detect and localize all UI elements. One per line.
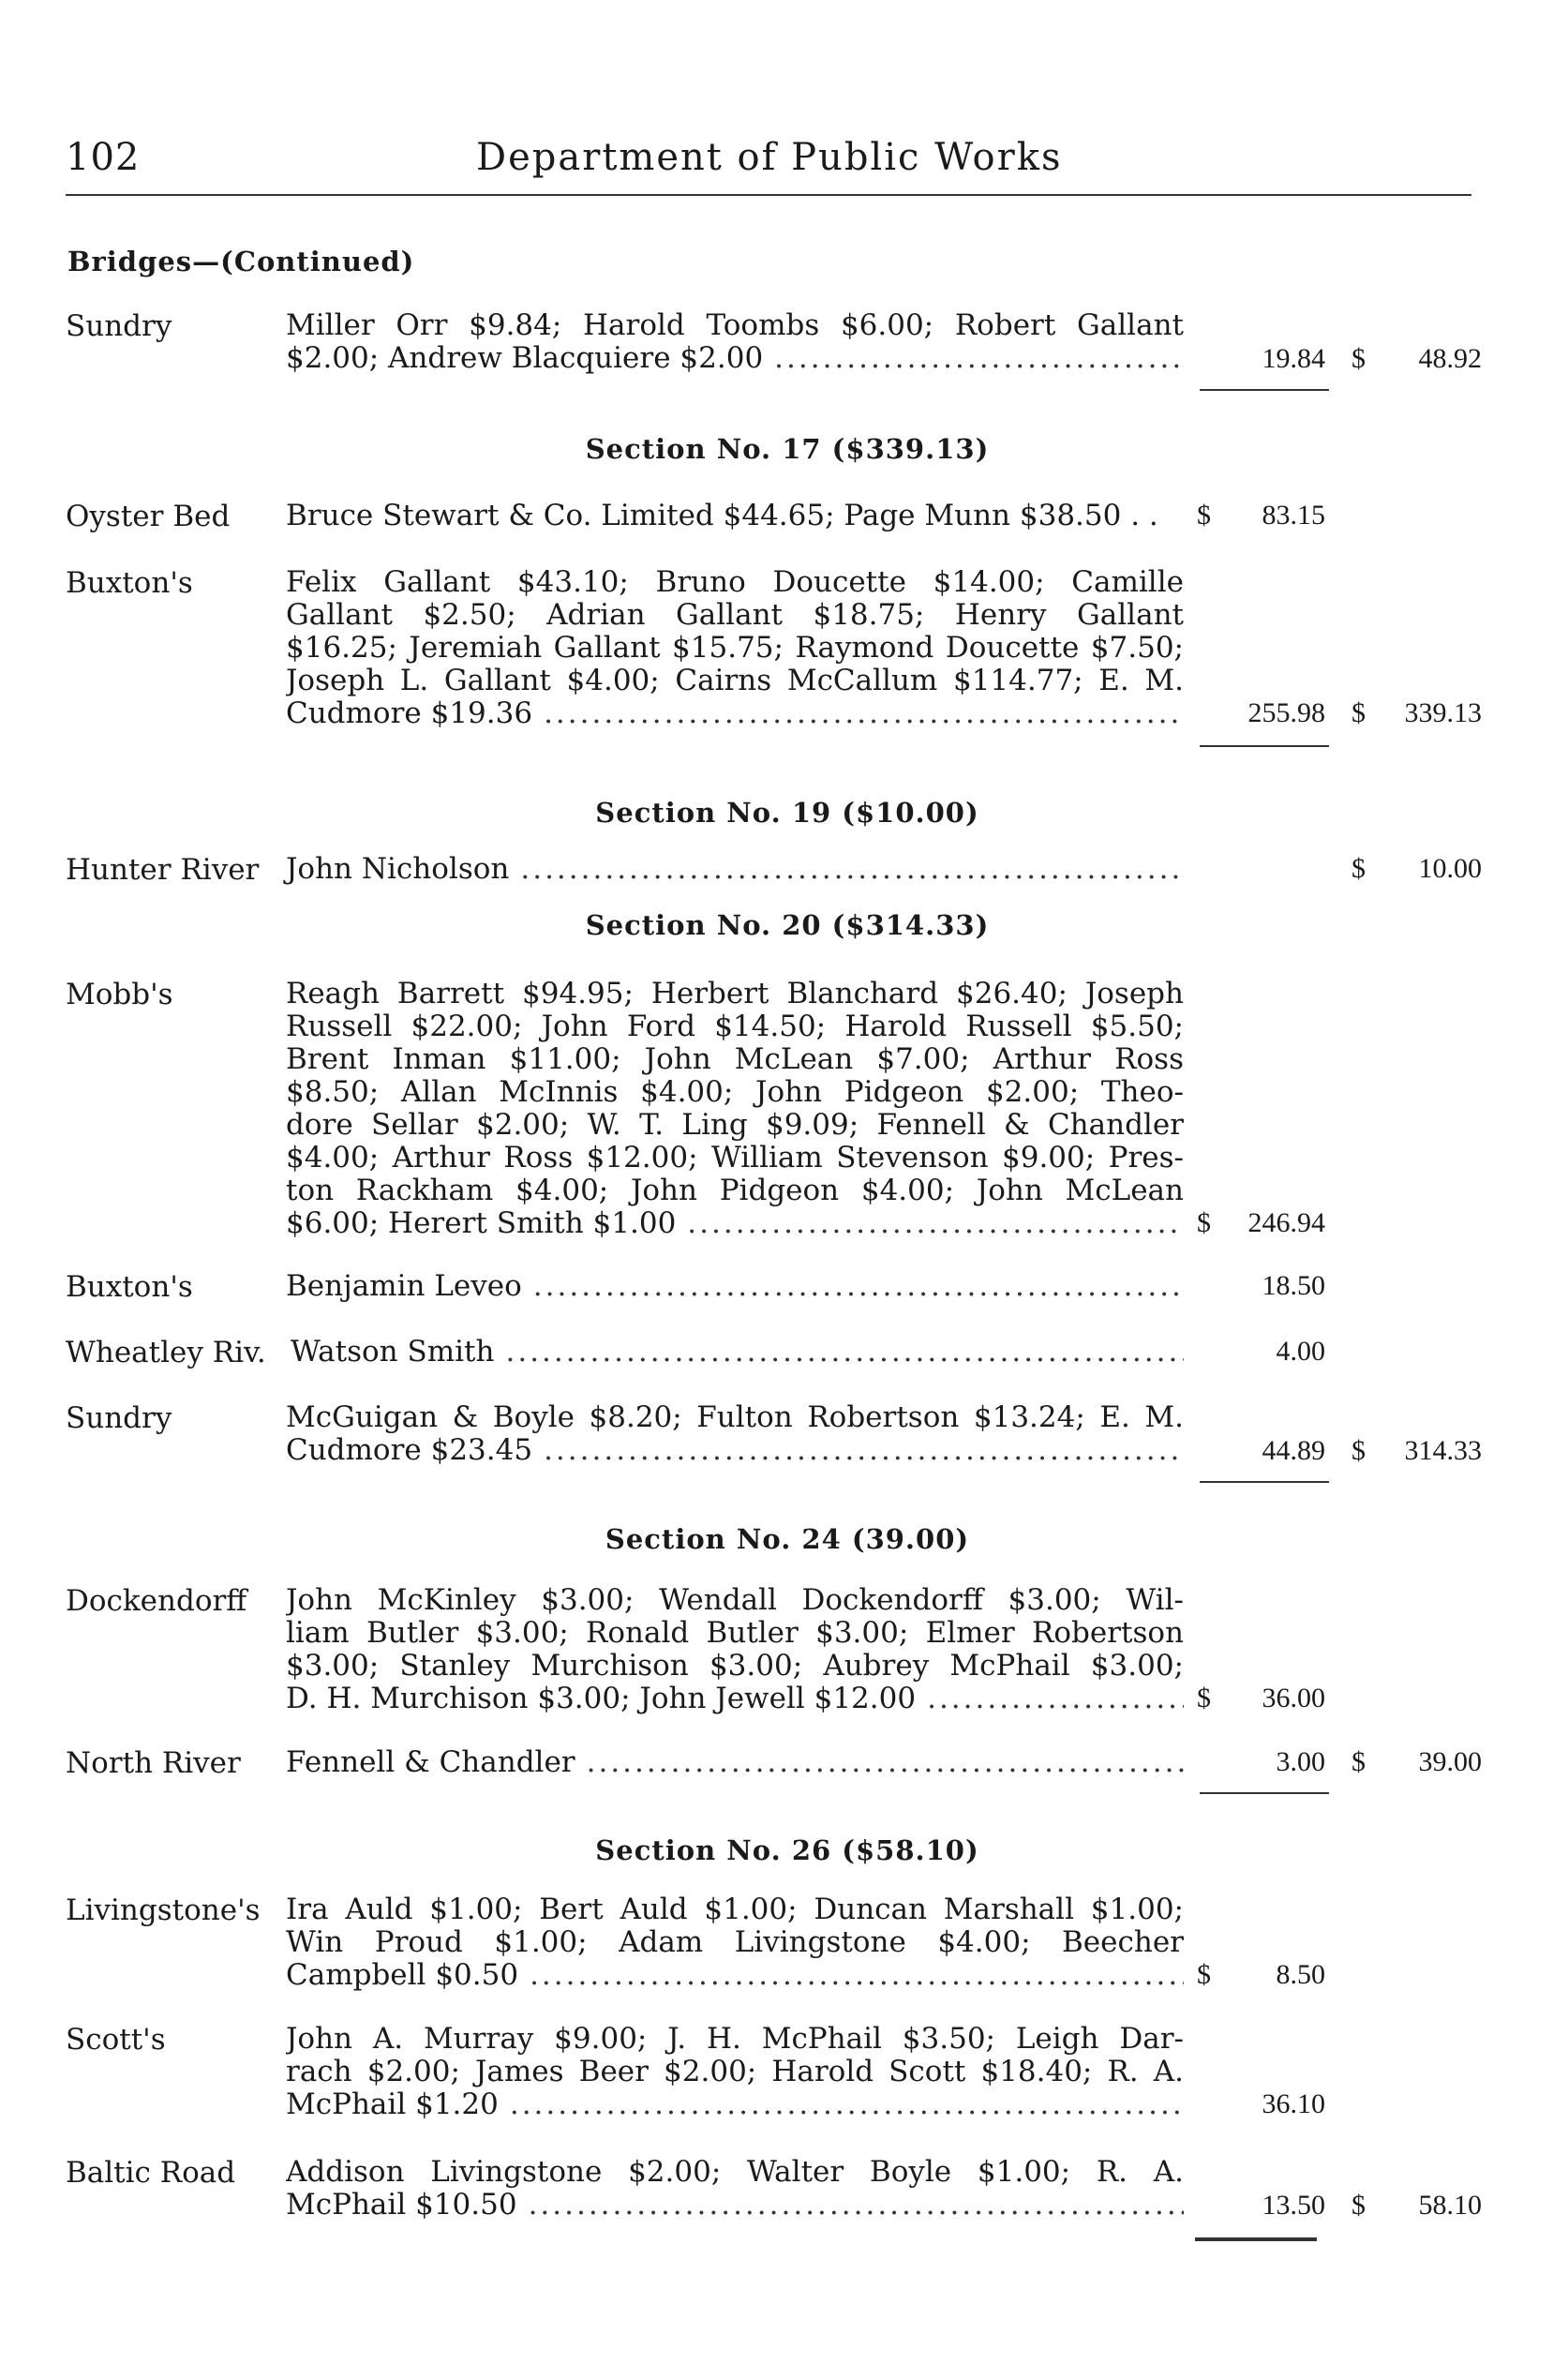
leader-dots <box>510 2088 1184 2121</box>
desc-line: Benjamin Leveo <box>286 1269 522 1303</box>
desc-line: D. H. Murchison $3.00; John Jewell $12.00 <box>286 1682 917 1715</box>
desc-line: Fennell & Chandler <box>286 1745 575 1779</box>
total-dollar-sign: $ <box>1351 853 1366 884</box>
header-rule <box>66 194 1471 196</box>
entry-total: 48.92 <box>1418 343 1482 374</box>
leader-dots <box>530 1959 1184 1992</box>
desc-line: Ira Auld $1.00; Bert Auld $1.00; Duncan Marshall $1.00; <box>286 1893 1184 1926</box>
entry-place: Oyster Bed <box>66 500 231 533</box>
section-heading <box>0 433 1568 465</box>
leader-dots <box>927 1683 1184 1715</box>
entry-place: Sundry <box>66 309 172 343</box>
section-heading-text: Section No. 17 ($339.13) <box>585 433 990 465</box>
desc-line: $16.25; Jeremiah Gallant $15.75; Raymond Doucette $7.50; <box>286 632 1184 665</box>
total-dollar-sign: $ <box>1351 1746 1366 1777</box>
entry-amount: 19.84 <box>1262 343 1325 374</box>
desc-line: Watson Smith <box>291 1335 495 1369</box>
total-dollar-sign: $ <box>1351 1435 1366 1466</box>
entry-amount: 3.00 <box>1276 1746 1325 1777</box>
desc-line: Reagh Barrett $94.95; Herbert Blanchard $26.40; Joseph <box>286 978 1184 1010</box>
desc-line: Miller Orr $9.84; Harold Toombs $6.00; Robert Gallant <box>286 309 1184 342</box>
entry-place: Sundry <box>66 1401 172 1435</box>
leader-dots <box>544 1434 1184 1467</box>
desc-line: Addison Livingstone $2.00; Walter Boyle $1.00; R. A. <box>286 2156 1184 2189</box>
desc-line: $2.00; Andrew Blacquiere $2.00 <box>286 341 764 375</box>
entry-description <box>286 309 1184 375</box>
entry-place: North River <box>66 1746 241 1780</box>
page-number: 102 <box>66 136 141 179</box>
leader-dots <box>544 697 1184 730</box>
entry-description <box>286 500 1184 532</box>
entry-total: 339.13 <box>1404 697 1482 728</box>
section-heading-text: Section No. 19 ($10.00) <box>595 797 979 829</box>
total-dollar-sign: $ <box>1351 2190 1366 2221</box>
entry-amount: 44.89 <box>1262 1435 1325 1466</box>
desc-line: Cudmore $23.45 <box>286 1433 533 1467</box>
desc-line: McGuigan & Boyle $8.20; Fulton Robertson $13.24; E. M. <box>286 1401 1184 1434</box>
desc-line: liam Butler $3.00; Ronald Butler $3.00; Elmer Robertson <box>286 1617 1184 1650</box>
section-heading <box>0 1523 1568 1555</box>
section-heading-text: Section No. 20 ($314.33) <box>585 909 990 941</box>
desc-line: $8.50; Allan McInnis $4.00; John Pidgeon $2.00; Theo- <box>286 1076 1184 1109</box>
section-heading <box>0 1834 1568 1866</box>
leader-dots <box>529 2189 1184 2222</box>
entry-amount: 18.50 <box>1262 1270 1325 1301</box>
entry-amount: 13.50 <box>1262 2190 1325 2221</box>
desc-line: Campbell $0.50 <box>286 1958 519 1992</box>
desc-line: $3.00; Stanley Murchison $3.00; Aubrey McPhail $3.00; <box>286 1650 1184 1683</box>
entry-amount: 8.50 <box>1276 1959 1325 1990</box>
total-dollar-sign: $ <box>1351 697 1366 728</box>
leader-dots <box>687 1207 1184 1240</box>
entry-place: Dockendorff <box>66 1584 247 1618</box>
desc-last-line <box>286 1207 1184 1240</box>
desc-line: ton Rackham $4.00; John Pidgeon $4.00; John McLean <box>286 1175 1184 1207</box>
entry-place: Wheatley Riv. <box>66 1336 266 1369</box>
section-heading-text: Section No. 24 (39.00) <box>605 1523 970 1555</box>
desc-last-line <box>286 1959 1184 1992</box>
entry-description <box>286 1893 1184 1992</box>
desc-last-line <box>286 1434 1184 1467</box>
dollar-sign: $ <box>1197 1959 1211 1990</box>
section-heading <box>0 797 1568 829</box>
desc-line: Win Proud $1.00; Adam Livingstone $4.00; Beecher <box>286 1926 1184 1959</box>
desc-line: $6.00; Herert Smith $1.00 <box>286 1206 677 1240</box>
desc-line: rach $2.00; James Beer $2.00; Harold Scott $18.40; R. A. <box>286 2056 1184 2088</box>
entry-place: Livingstone's <box>66 1893 261 1927</box>
subtotal-rule <box>1200 389 1329 391</box>
desc-line: Russell $22.00; John Ford $14.50; Harold Russell $5.50; <box>286 1010 1184 1043</box>
entry-description <box>286 1746 1184 1779</box>
desc-last-line <box>291 1336 1184 1369</box>
leader-dots <box>520 853 1184 886</box>
page-title: Department of Public Works <box>476 136 1063 179</box>
section-heading-text: Section No. 26 ($58.10) <box>595 1834 979 1866</box>
desc-last-line <box>286 1683 1184 1715</box>
entry-description <box>286 853 1184 886</box>
desc-line: McPhail $10.50 <box>286 2188 517 2222</box>
entry-total: 10.00 <box>1418 853 1482 884</box>
total-dollar-sign: $ <box>1351 343 1366 374</box>
subtotal-rule <box>1195 2237 1317 2241</box>
desc-line: dore Sellar $2.00; W. T. Ling $9.09; Fennell & Chandler <box>286 1109 1184 1142</box>
section-heading <box>0 909 1568 941</box>
subtotal-rule <box>1200 1792 1329 1794</box>
entry-description <box>286 2156 1184 2222</box>
leader-dots <box>587 1746 1184 1779</box>
desc-line: John A. Murray $9.00; J. H. McPhail $3.50; Leigh Dar- <box>286 2023 1184 2056</box>
desc-last-line <box>286 1746 1184 1779</box>
desc-last-line <box>286 697 1184 730</box>
desc-line: Gallant $2.50; Adrian Gallant $18.75; Henry Gallant <box>286 599 1184 632</box>
dollar-sign: $ <box>1197 1683 1211 1713</box>
entry-description <box>286 566 1184 730</box>
desc-line: Brent Inman $11.00; John McLean $7.00; Arthur Ross <box>286 1043 1184 1076</box>
subtotal-rule <box>1200 745 1329 747</box>
entry-place: Mobb's <box>66 978 173 1011</box>
desc-line: Joseph L. Gallant $4.00; Cairns McCallum $114.77; E. M. <box>286 665 1184 697</box>
dollar-sign: $ <box>1197 1207 1211 1238</box>
entry-amount: 36.00 <box>1262 1683 1325 1713</box>
leader-dots <box>505 1336 1184 1369</box>
entry-description <box>286 2023 1184 2121</box>
desc-line: Cudmore $19.36 <box>286 696 533 730</box>
entry-amount: 246.94 <box>1247 1207 1325 1238</box>
desc-line: $4.00; Arthur Ross $12.00; William Stevenson $9.00; Pres- <box>286 1142 1184 1175</box>
entry-amount: 4.00 <box>1276 1336 1325 1367</box>
desc-line: John Nicholson <box>286 852 510 886</box>
entry-place: Buxton's <box>66 566 193 600</box>
desc-line: John McKinley $3.00; Wendall Dockendorff $3.00; Wil- <box>286 1584 1184 1617</box>
entry-place: Baltic Road <box>66 2156 236 2190</box>
continued-heading: Bridges—(Continued) <box>67 246 415 277</box>
entry-description <box>291 1336 1184 1369</box>
subtotal-rule <box>1200 1481 1329 1483</box>
entry-total: 39.00 <box>1418 1746 1482 1777</box>
desc-last-line <box>286 1270 1184 1303</box>
entry-description <box>286 1584 1184 1715</box>
entry-place: Scott's <box>66 2023 166 2057</box>
desc-last-line <box>286 853 1184 886</box>
entry-total: 58.10 <box>1418 2190 1482 2221</box>
entry-amount: 83.15 <box>1262 500 1325 531</box>
entry-description <box>286 1270 1184 1303</box>
desc-last-line <box>286 2189 1184 2222</box>
entry-amount: 255.98 <box>1247 697 1325 728</box>
desc-line: Felix Gallant $43.10; Bruno Doucette $14.00; Camille <box>286 566 1184 599</box>
entry-total: 314.33 <box>1404 1435 1482 1466</box>
desc-last-line <box>286 342 1184 375</box>
entry-place: Hunter River <box>66 853 260 887</box>
desc-line: Bruce Stewart & Co. Limited $44.65; Page Munn $38.50 . . <box>286 500 1158 532</box>
leader-dots <box>533 1270 1184 1303</box>
desc-last-line <box>286 2088 1184 2121</box>
dollar-sign: $ <box>1197 500 1211 531</box>
entry-amount: 36.10 <box>1262 2088 1325 2119</box>
leader-dots <box>774 342 1184 375</box>
entry-place: Buxton's <box>66 1270 193 1304</box>
entry-description <box>286 978 1184 1240</box>
entry-description <box>286 1401 1184 1467</box>
desc-line: McPhail $1.20 <box>286 2087 499 2121</box>
